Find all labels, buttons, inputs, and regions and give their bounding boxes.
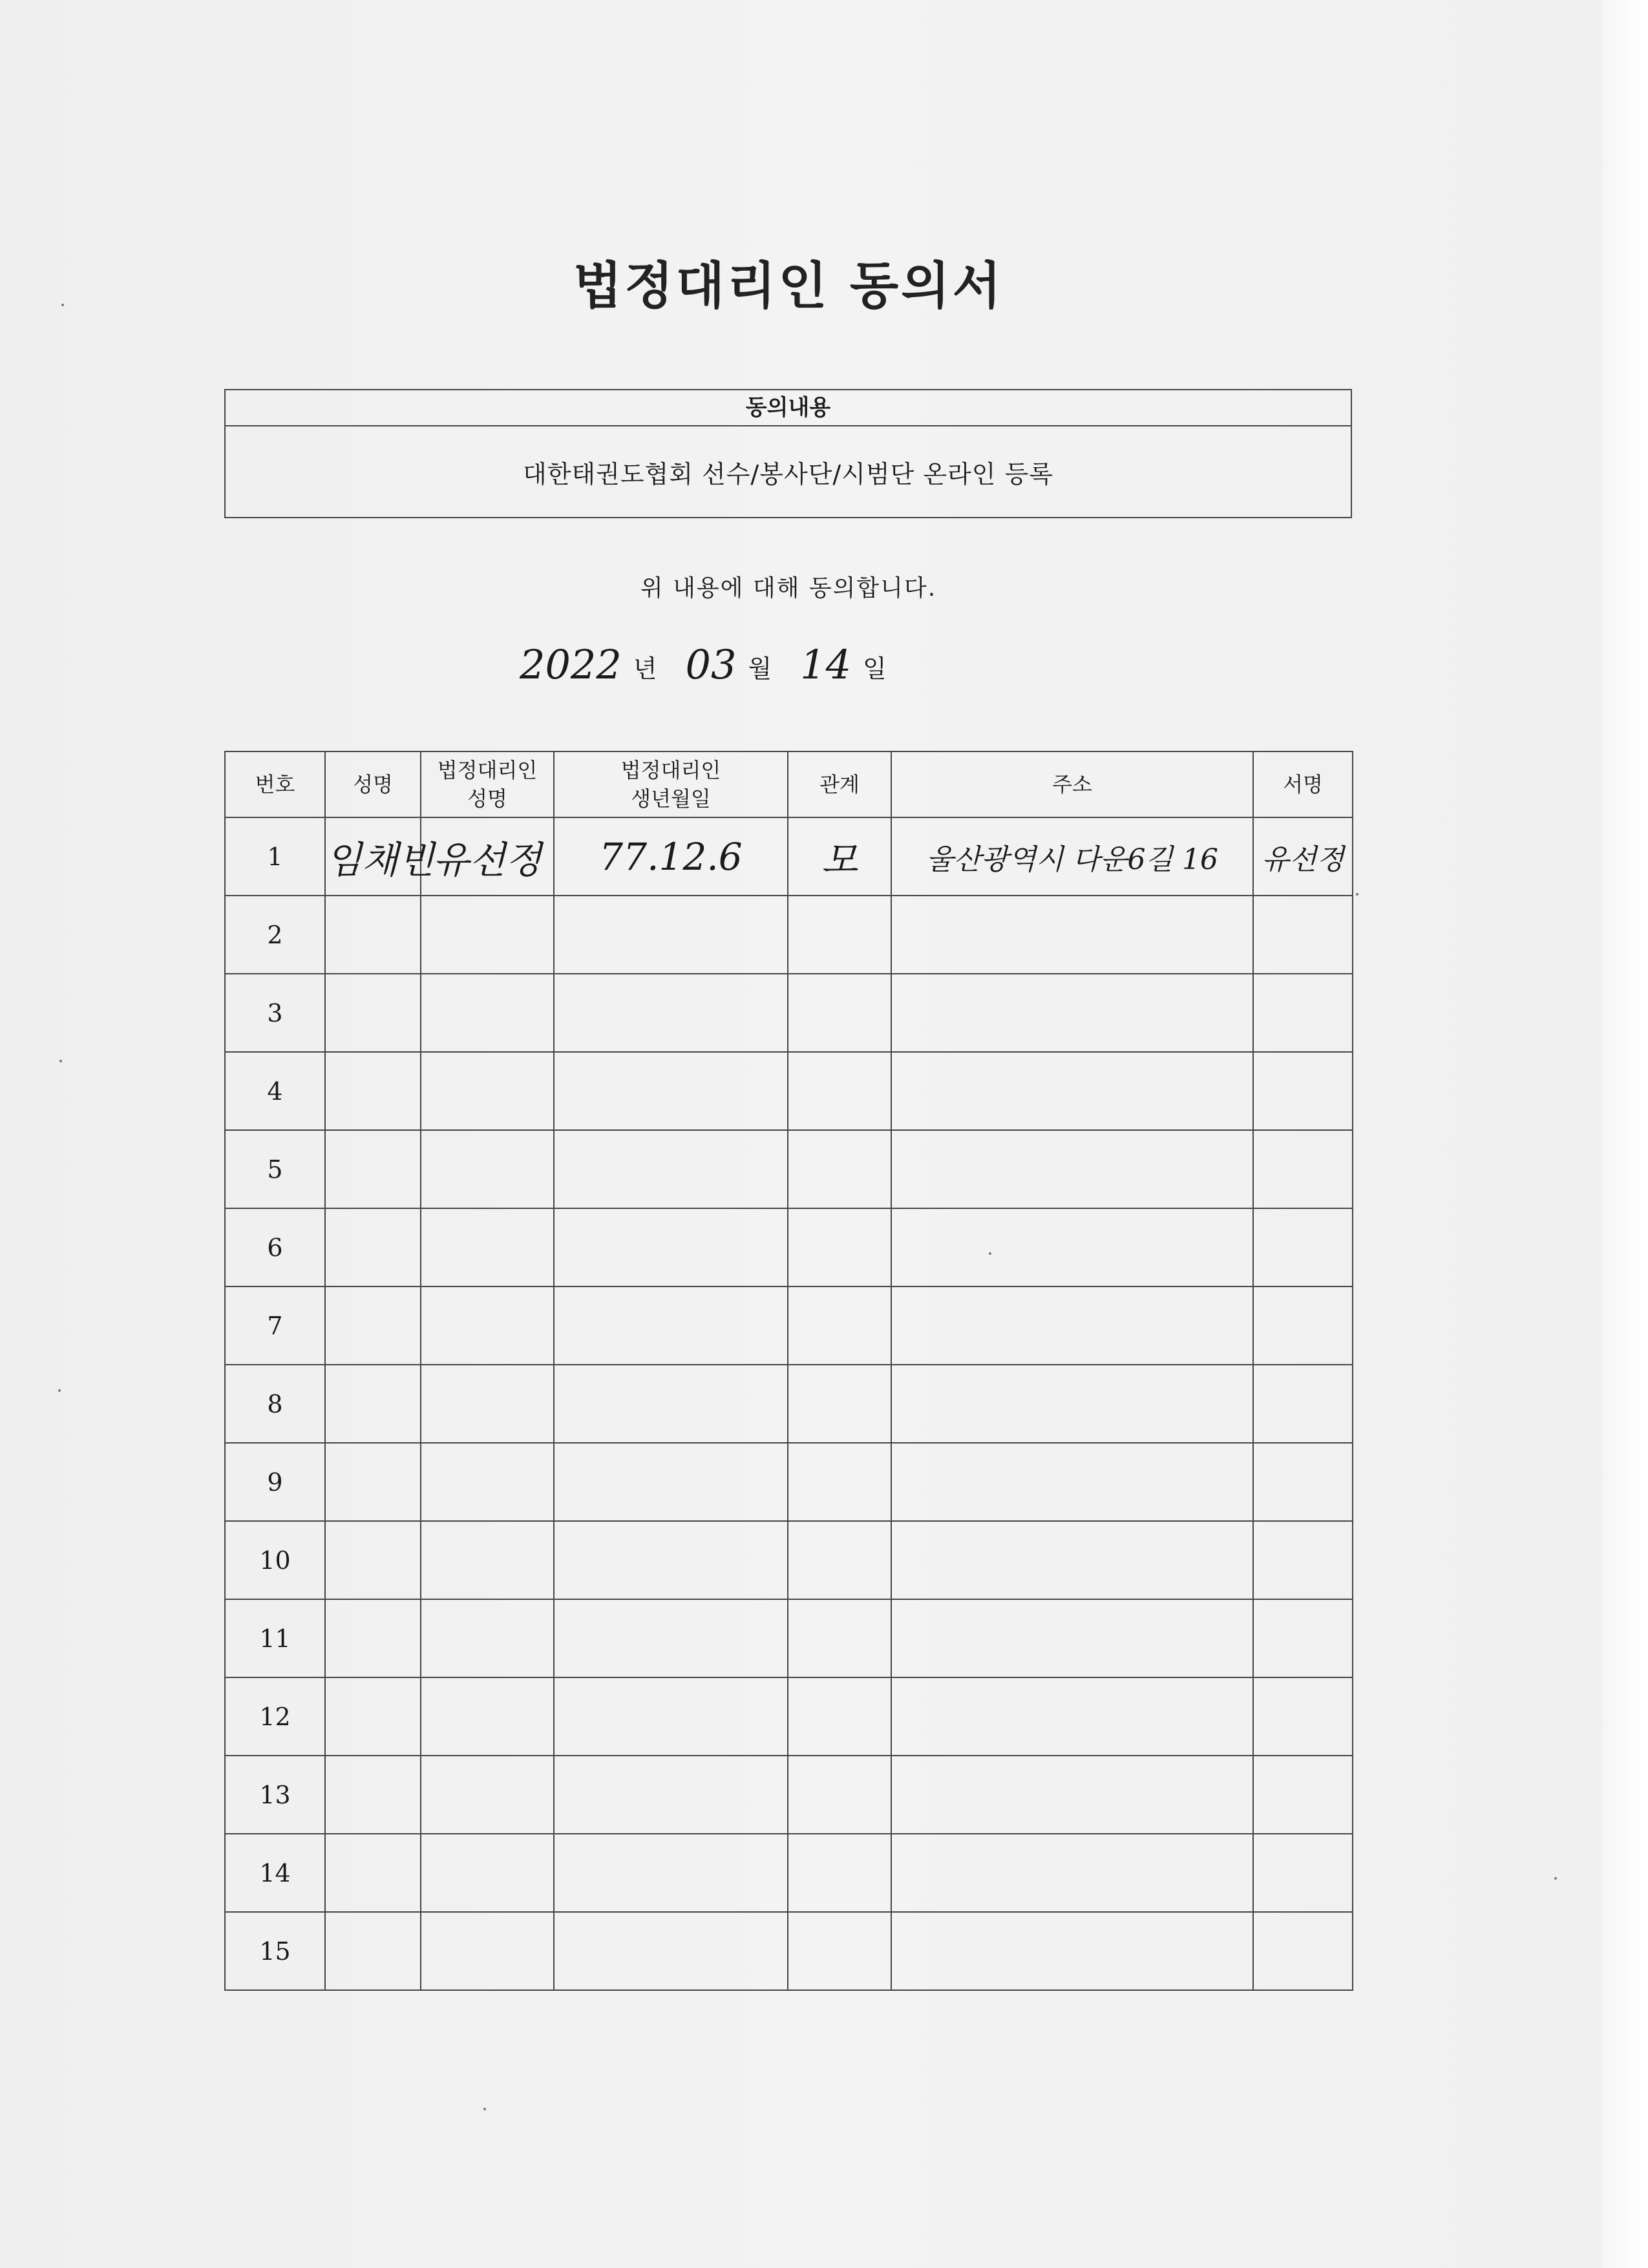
header-guardian-birth-line2: 생년월일 [631, 786, 711, 811]
cell-guardian-birth [554, 1521, 788, 1599]
cell-address [891, 1208, 1253, 1286]
table-row [225, 1521, 1353, 1599]
cell-guardian-birth [554, 1677, 788, 1756]
header-no: 번호 [225, 751, 325, 817]
cell-address [891, 1677, 1253, 1756]
cell-no: 4 [225, 1052, 325, 1130]
cell-no: 10 [225, 1521, 325, 1599]
cell-relation [788, 1912, 891, 1990]
cell-relation [788, 1130, 891, 1208]
cell-guardian-name [421, 974, 554, 1052]
cell-guardian-name [421, 1912, 554, 1990]
cell-guardian-name: 유선정 [421, 817, 554, 896]
header-guardian-birth-line1: 법정대리인 [620, 758, 721, 782]
cell-signature [1253, 1756, 1353, 1834]
guardian-roster-table [224, 751, 1353, 1991]
table-row [225, 1208, 1353, 1286]
date-year: 2022 [520, 641, 622, 688]
scan-speck [61, 304, 64, 306]
cell-guardian-birth [554, 1130, 788, 1208]
cell-no: 11 [225, 1599, 325, 1677]
cell-signature [1253, 974, 1353, 1052]
cell-no: 3 [225, 974, 325, 1052]
table-row [225, 1130, 1353, 1208]
header-guardian-name-line2: 성명 [467, 786, 507, 811]
cell-signature [1253, 1912, 1353, 1990]
date-day: 14 [800, 641, 852, 688]
table-row [225, 1599, 1353, 1677]
cell-no: 7 [225, 1286, 325, 1365]
cell-relation [788, 1286, 891, 1365]
header-name: 성명 [325, 751, 421, 817]
cell-guardian-birth [554, 1365, 788, 1443]
cell-no: 1 [225, 817, 325, 896]
scan-speck [1356, 893, 1358, 896]
header-guardian-name [421, 751, 554, 817]
table-row [225, 896, 1353, 974]
cell-guardian-birth [554, 1286, 788, 1365]
table-header-row [225, 751, 1353, 817]
table-row [225, 1834, 1353, 1912]
cell-relation [788, 1052, 891, 1130]
cell-guardian-name [421, 1130, 554, 1208]
cell-name [325, 1912, 421, 1990]
table-row [225, 1286, 1353, 1365]
cell-relation [788, 896, 891, 974]
scan-edge [1603, 0, 1648, 2268]
cell-guardian-birth: 77.12.6 [554, 817, 788, 896]
cell-signature [1253, 1443, 1353, 1521]
consent-header: 동의내용 [226, 390, 1351, 426]
cell-address [891, 1521, 1253, 1599]
cell-no: 14 [225, 1834, 325, 1912]
cell-guardian-birth [554, 1599, 788, 1677]
cell-guardian-name [421, 1834, 554, 1912]
cell-signature [1253, 1052, 1353, 1130]
cell-no: 2 [225, 896, 325, 974]
cell-no: 8 [225, 1365, 325, 1443]
cell-guardian-name [421, 1052, 554, 1130]
cell-name: 임채빈 [325, 817, 421, 896]
cell-relation [788, 1677, 891, 1756]
cell-relation [788, 1599, 891, 1677]
header-address: 주소 [891, 751, 1253, 817]
cell-relation [788, 1756, 891, 1834]
cell-signature [1253, 896, 1353, 974]
date-year-unit: 년 [633, 655, 657, 683]
date-month: 03 [685, 641, 737, 688]
date-line [511, 636, 906, 688]
cell-signature: 유선정 [1253, 817, 1353, 896]
cell-name [325, 1599, 421, 1677]
scan-speck [58, 1389, 61, 1392]
cell-relation [788, 1443, 891, 1521]
scan-speck [989, 1252, 991, 1255]
cell-address [891, 1443, 1253, 1521]
cell-address [891, 974, 1253, 1052]
cell-address [891, 1365, 1253, 1443]
cell-name [325, 974, 421, 1052]
cell-no: 12 [225, 1677, 325, 1756]
cell-signature [1253, 1208, 1353, 1286]
cell-relation [788, 1208, 891, 1286]
table-row [225, 1756, 1353, 1834]
table-body [225, 817, 1353, 1990]
date-day-unit: 일 [863, 655, 887, 683]
cell-address [891, 1286, 1253, 1365]
cell-address [891, 1052, 1253, 1130]
cell-relation: 모 [788, 817, 891, 896]
cell-name [325, 896, 421, 974]
cell-guardian-name [421, 1208, 554, 1286]
cell-guardian-birth [554, 1756, 788, 1834]
cell-guardian-birth [554, 1052, 788, 1130]
cell-no: 6 [225, 1208, 325, 1286]
cell-no: 5 [225, 1130, 325, 1208]
table-row [225, 974, 1353, 1052]
header-relation: 관계 [788, 751, 891, 817]
header-guardian-birth [554, 751, 788, 817]
consent-content: 대한태권도협회 선수/봉사단/시범단 온라인 등록 [522, 459, 1053, 488]
cell-signature [1253, 1834, 1353, 1912]
table-row [225, 1677, 1353, 1756]
cell-address: 울산광역시 다운6길 16 [891, 817, 1253, 896]
cell-guardian-name [421, 896, 554, 974]
cell-address [891, 896, 1253, 974]
date-month-unit: 월 [748, 655, 772, 683]
cell-signature [1253, 1521, 1353, 1599]
cell-signature [1253, 1286, 1353, 1365]
cell-guardian-name [421, 1286, 554, 1365]
document-title: 법정대리인 동의서 [573, 257, 1004, 315]
table-row [225, 817, 1353, 896]
cell-address [891, 1599, 1253, 1677]
cell-relation [788, 1834, 891, 1912]
cell-name [325, 1443, 421, 1521]
scan-speck [1554, 1877, 1557, 1880]
cell-no: 15 [225, 1912, 325, 1990]
cell-guardian-name [421, 1521, 554, 1599]
cell-name [325, 1130, 421, 1208]
table-row [225, 1443, 1353, 1521]
cell-guardian-birth [554, 974, 788, 1052]
cell-guardian-name [421, 1599, 554, 1677]
cell-signature [1253, 1130, 1353, 1208]
cell-guardian-birth [554, 1912, 788, 1990]
cell-name [325, 1834, 421, 1912]
cell-no: 9 [225, 1443, 325, 1521]
scan-speck [59, 1060, 62, 1062]
cell-guardian-name [421, 1677, 554, 1756]
cell-name [325, 1052, 421, 1130]
cell-name [325, 1286, 421, 1365]
cell-guardian-birth [554, 1443, 788, 1521]
table-row [225, 1912, 1353, 1990]
cell-relation [788, 974, 891, 1052]
cell-name [325, 1208, 421, 1286]
cell-signature [1253, 1365, 1353, 1443]
cell-relation [788, 1365, 891, 1443]
cell-relation [788, 1521, 891, 1599]
cell-guardian-name [421, 1365, 554, 1443]
table-row [225, 1365, 1353, 1443]
header-guardian-name-line1: 법정대리인 [437, 758, 538, 782]
cell-name [325, 1365, 421, 1443]
cell-name [325, 1756, 421, 1834]
cell-guardian-name [421, 1443, 554, 1521]
cell-name [325, 1521, 421, 1599]
scan-speck [483, 2108, 486, 2110]
table-row [225, 1052, 1353, 1130]
cell-address [891, 1912, 1253, 1990]
cell-guardian-birth [554, 1208, 788, 1286]
agreement-statement: 위 내용에 대해 동의합니다. [640, 575, 937, 602]
cell-guardian-birth [554, 896, 788, 974]
cell-signature [1253, 1677, 1353, 1756]
cell-no: 13 [225, 1756, 325, 1834]
cell-address [891, 1130, 1253, 1208]
cell-name [325, 1677, 421, 1756]
cell-address [891, 1756, 1253, 1834]
cell-signature [1253, 1599, 1353, 1677]
cell-guardian-name [421, 1756, 554, 1834]
consent-box [224, 389, 1352, 518]
cell-address [891, 1834, 1253, 1912]
cell-guardian-birth [554, 1834, 788, 1912]
header-signature: 서명 [1253, 751, 1353, 817]
